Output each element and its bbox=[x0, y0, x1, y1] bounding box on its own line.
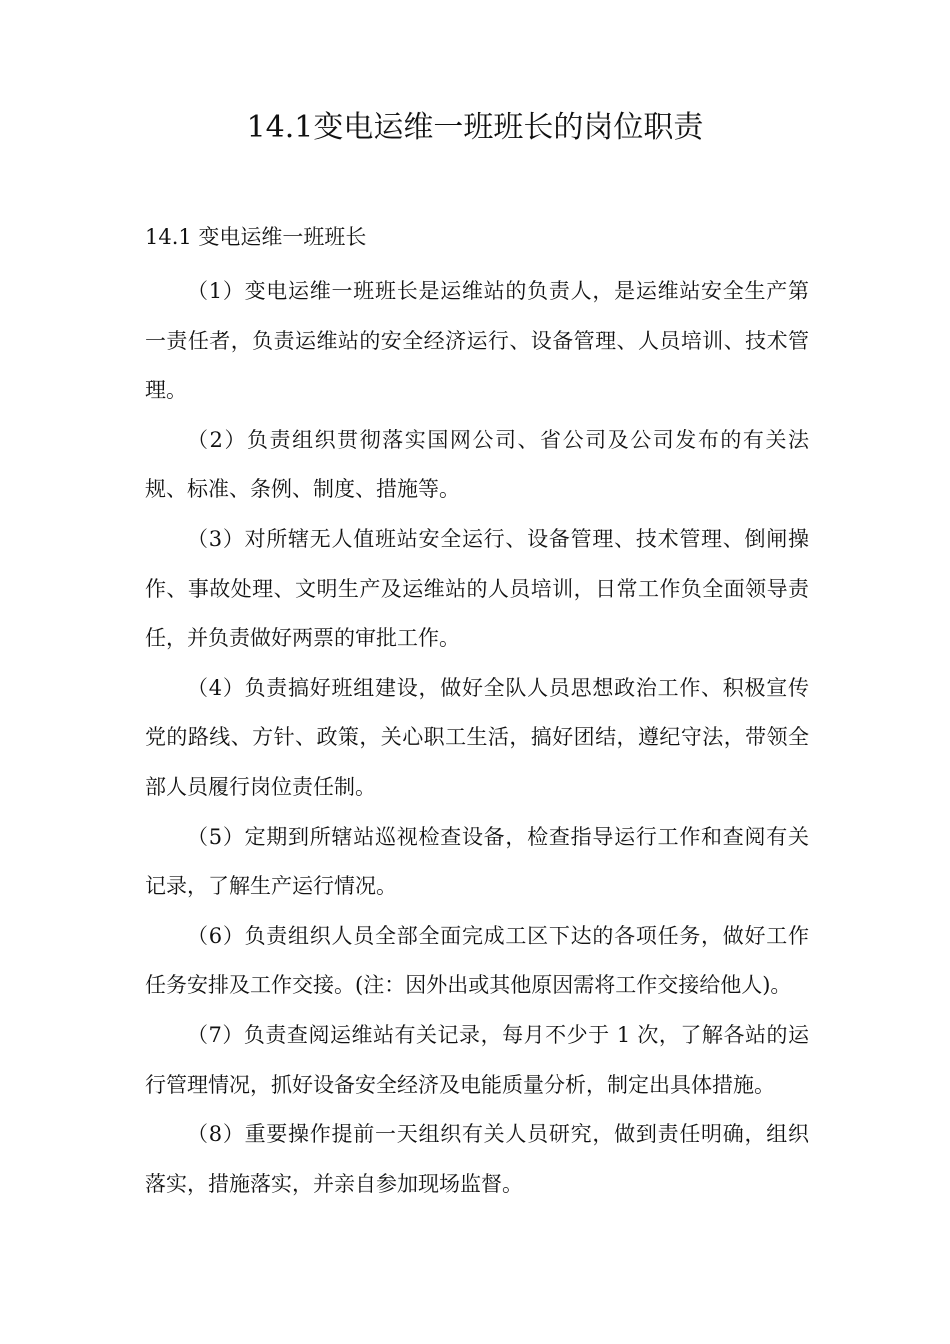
paragraph-1: （1）变电运维一班班长是运维站的负责人，是运维站安全生产第一责任者，负责运维站的安全经济运行、设备管理、人员培训、技术管理。 bbox=[145, 279, 809, 403]
paragraph-2: （2）负责组织贯彻落实国网公司、省公司及公司发布的有关法规、标准、条例、制度、措施等。 bbox=[145, 427, 809, 502]
paragraph-3: （3）对所辖无人值班站安全运行、设备管理、技术管理、倒闸操作、事故处理、文明生产及运维站的人员培训，日常工作负全面领导责任，并负责做好两票的审批工作。 bbox=[145, 526, 809, 651]
document-title: 14.1变电运维一班班长的岗位职责 bbox=[246, 110, 704, 145]
paragraph-7: （7）负责查阅运维站有关记录，每月不少于 1 次，了解各站的运行管理情况，抓好设备安全经济及电能质量分析，制定出具体措施。 bbox=[145, 1022, 809, 1097]
document-body bbox=[145, 267, 809, 1209]
paragraph-4: （4）负责搞好班组建设，做好全队人员思想政治工作、积极宣传党的路线、方针、政策，关心职工生活，搞好团结，遵纪守法，带领全部人员履行岗位责任制。 bbox=[145, 675, 809, 799]
section-heading: 14.1 变电运维一班班长 bbox=[145, 225, 367, 249]
paragraph-6: （6）负责组织人员全部全面完成工区下达的各项任务，做好工作任务安排及工作交接。(注：因外出或其他原因需将工作交接给他人)。 bbox=[145, 923, 809, 998]
paragraph-8: （8）重要操作提前一天组织有关人员研究，做到责任明确，组织落实，措施落实，并亲自参加现场监督。 bbox=[145, 1122, 809, 1196]
paragraph-5: （5）定期到所辖站巡视检查设备，检查指导运行工作和查阅有关记录，了解生产运行情况。 bbox=[145, 824, 809, 899]
